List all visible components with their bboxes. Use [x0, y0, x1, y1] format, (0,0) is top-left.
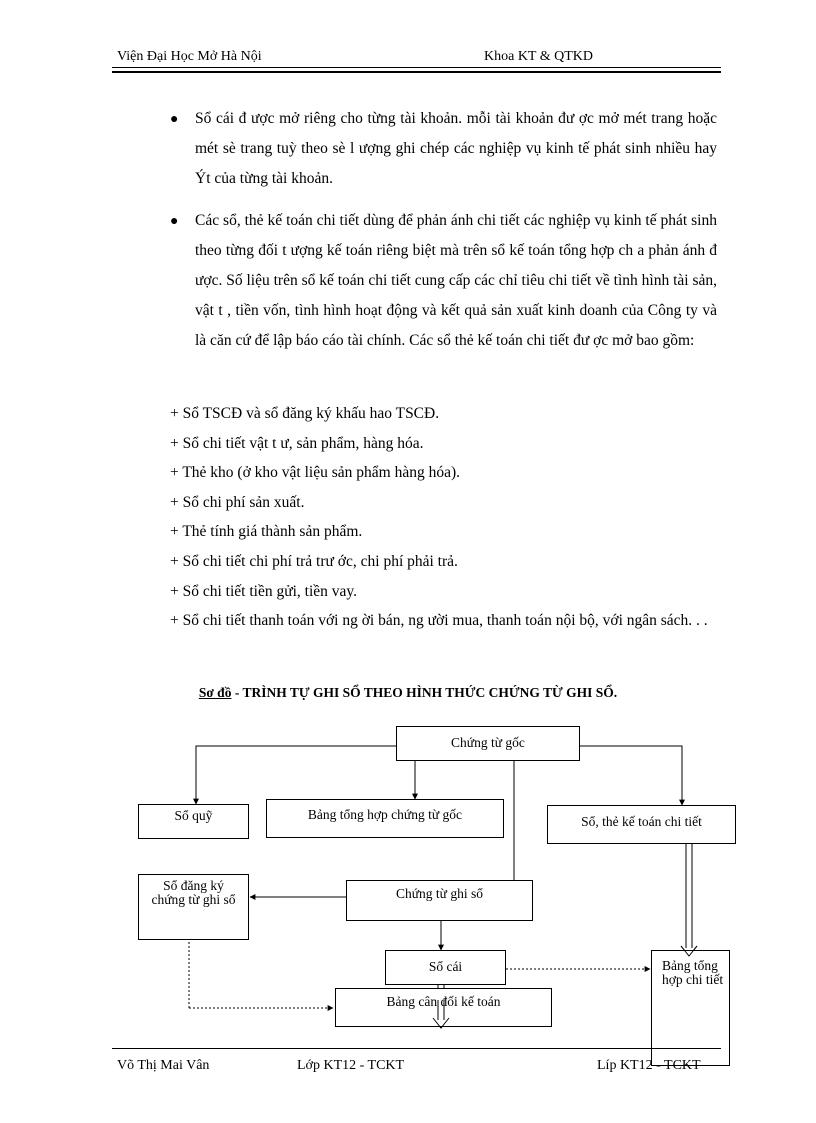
node-chung-tu-ghi-so: Chứng từ ghi sổ: [346, 880, 533, 921]
bullet-dot-icon: ●: [170, 112, 179, 127]
list-item: + Thẻ kho (ở kho vật liệu sản phẩm hàng hóa).: [170, 464, 460, 482]
node-so-quy: Sổ quỹ: [138, 804, 249, 839]
list-item: + Sổ TSCĐ và sổ đăng ký khấu hao TSCĐ.: [170, 405, 440, 422]
node-so-cai: Sổ cái: [385, 950, 506, 985]
node-so-dang-ky-chung-tu-ghi-so: Sổ đăng ký chứng từ ghi sổ: [138, 874, 249, 940]
node-bang-tong-hop-chung-tu-goc: Bảng tổng hợp chứng từ gốc: [266, 799, 504, 838]
list-item: + Thẻ tính giá thành sản phẩm.: [170, 523, 363, 541]
node-bang-tong-hop-chi-tiet: Bảng tổng hợp chi tiết: [651, 950, 730, 1066]
list-item: + Sổ chi tiết thanh toán với ng ời bán, ng ười mua, thanh toán nội bộ, với ngân sách. . .: [170, 612, 708, 630]
diagram-title-separator: -: [231, 685, 243, 700]
footer-class-right: Líp KT12 - TCKT: [597, 1058, 701, 1073]
bullet-paragraph-2: Các sổ, thẻ kế toán chi tiết dùng để phản ánh chi tiết các nghiệp vụ kinh tế phát sinh theo từng đối t ượng kế toán riêng biệt mà trên sổ kế toán tổng hợp ch a phản ánh đ ược. Số liệu trên sổ kế toán chi tiết cung cấp các chỉ tiêu chi tiết về tình hình tài sản, vật t , tiền vốn, tình hình hoạt động và kết quả sản xuất kinh doanh của Công ty và là căn cứ để lập báo cáo tài chính. Các sổ thẻ kế toán chi tiết đư ợc mở bao gồm:: [195, 212, 717, 349]
diagram-title-text: TRÌNH TỰ GHI SỔ THEO HÌNH THỨC CHỨNG TỪ GHI SỔ.: [242, 685, 618, 700]
footer-author: Võ Thị Mai Vân: [117, 1058, 210, 1073]
diagram-title-label: Sơ đồ: [198, 685, 232, 700]
footer-divider: [112, 1048, 721, 1049]
node-so-the-ke-toan-chi-tiet: Sổ, thẻ kế toán chi tiết: [547, 805, 736, 844]
header-faculty: Khoa KT & QTKD: [484, 49, 594, 64]
bullet-paragraph-1: Sổ cái đ ược mở riêng cho từng tài khoản. mỗi tài khoản đư ợc mở mét trang hoặc mét sè trang tuỳ theo sè l ượng ghi chép các nghiệp vụ kinh tế phát sinh nhiều hay Ýt của từng tài khoản.: [195, 110, 717, 187]
list-item: + Sổ chi phí sản xuất.: [170, 493, 305, 511]
list-item: + Sổ chi tiết tiền gửi, tiền vay.: [170, 582, 358, 600]
bullet-dot-icon: ●: [170, 214, 179, 229]
header-institution: Viện Đại Học Mở Hà Nội: [117, 49, 262, 64]
list-item: + Sổ chi tiết vật t ư, sản phẩm, hàng hóa.: [170, 434, 424, 452]
list-item: + Sổ chi tiết chi phí trả trư ớc, chi phí phải trả.: [170, 552, 458, 570]
footer-class: Lớp KT12 - TCKT: [297, 1058, 405, 1073]
node-bang-can-doi-ke-toan: Bảng cân đối kế toán: [335, 988, 552, 1027]
node-chung-tu-goc: Chứng từ gốc: [396, 726, 580, 761]
